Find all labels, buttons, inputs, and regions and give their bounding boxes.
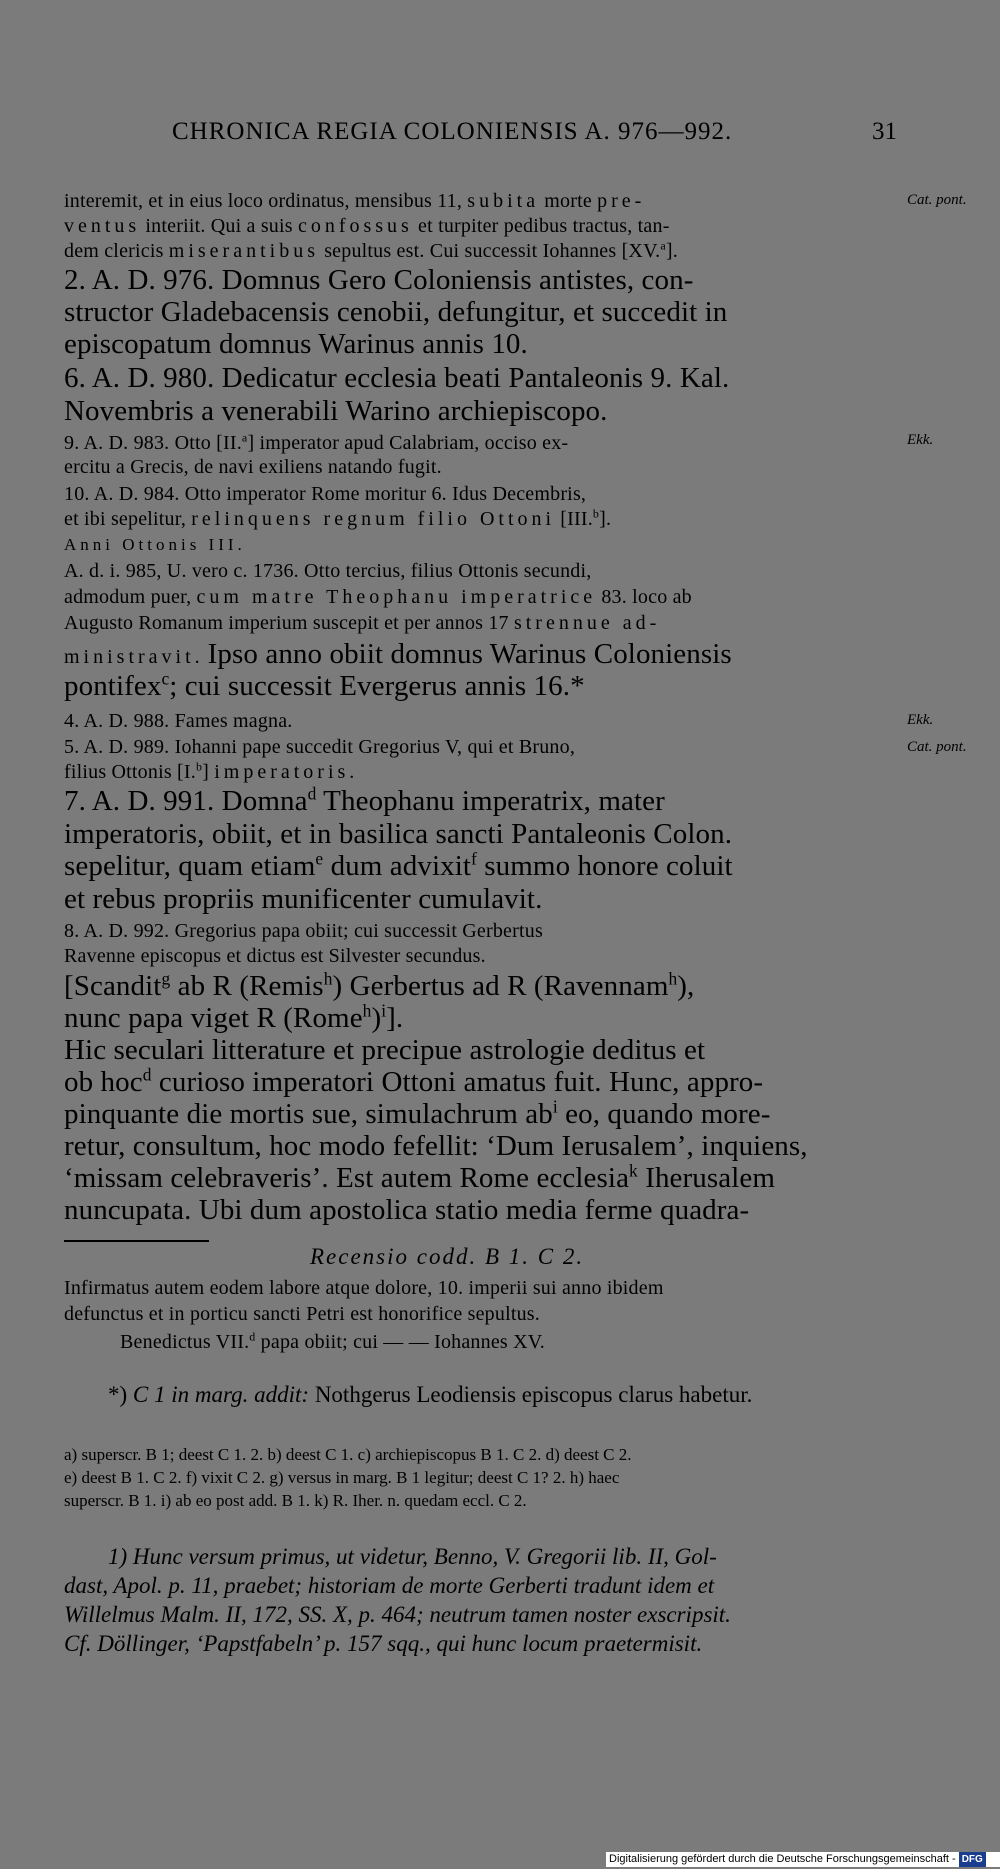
text-line: imperatoris, obiit, et in basilica sancti Pantaleonis Colon. [64, 818, 733, 850]
recension-line: Benedictus VII.$^d$ papa obiit; cui — — Iohannes XV. [120, 1329, 546, 1353]
footnote-line: dast, Apol. p. 11, praebet; historiam de morte Gerberti tradunt idem et [64, 1573, 715, 1598]
text-line: structor Gladebacensis cenobii, defungitur, et succedit in [64, 296, 728, 328]
footnote-line: 1) Hunc versum primus, ut videtur, Benno, V. Gregorii lib. II, Gol- [108, 1544, 717, 1569]
recension-heading: Recensio codd. B 1. C 2. [310, 1244, 585, 1269]
text-line: 5. A. D. 989. Iohanni pape succedit Gregorius V, qui et Bruno, [64, 736, 576, 758]
text-line: nuncupata. Ubi dum apostolica statio media ferme quadra- [64, 1194, 750, 1226]
page-number: 31 [872, 118, 897, 145]
section-heading: Anni Ottonis III. [64, 535, 246, 554]
text-line: Augusto Romanum imperium suscepit et per annos 17 strennue ad- [64, 612, 661, 634]
text-line: 10. A. D. 984. Otto imperator Rome moritur 6. Idus Decembris, [64, 483, 587, 505]
text-line: Hic seculari litterature et precipue astrologie deditus et [64, 1034, 706, 1066]
text-line: episcopatum domnus Warinus annis 10. [64, 328, 528, 360]
text-line: 6. A. D. 980. Dedicatur ecclesia beati Pantaleonis 9. Kal. [64, 362, 730, 394]
text-line: admodum puer, cum matre Theophanu imperatrice 83. loco ab [64, 586, 692, 608]
text-line: 7. A. D. 991. Domna$^d$ Theophanu imperatrix, mater [64, 783, 665, 817]
text-line: filius Ottonis [I.$^b$] imperatoris. [64, 759, 359, 783]
text-line: et rebus propriis munificenter cumulavit. [64, 883, 543, 915]
running-header: CHRONICA REGIA COLONIENSIS A. 976—992. [172, 118, 733, 145]
text-line: 4. A. D. 988. Fames magna. [64, 710, 293, 732]
apparatus-line: a) superscr. B 1; deest C 1. 2. b) deest C 1. c) archiepiscopus B 1. C 2. d) deest C 2. [64, 1445, 632, 1464]
margin-note: Cat. pont. [907, 739, 967, 755]
text-line: 2. A. D. 976. Domnus Gero Coloniensis antistes, con- [64, 264, 694, 296]
text-line: pontifex$^c$; cui successit Evergerus annis 16.* [64, 668, 585, 702]
text-line: ministravit. Ipso anno obiit domnus Warinus Coloniensis [64, 638, 732, 670]
text-line: Ravenne episcopus et dictus est Silvester secundus. [64, 945, 486, 967]
text-line: Novembris a venerabili Warino archiepiscopo. [64, 395, 608, 427]
apparatus-line: superscr. B 1. i) ab eo post add. B 1. k) R. Iher. n. quedam eccl. C 2. [64, 1491, 527, 1510]
text-line: ventus interiit. Qui a suis confossus et turpiter pedibus tractus, tan- [64, 215, 670, 237]
text-line: retur, consultum, hoc modo fefellit: ‘Dum Ierusalem’, inquiens, [64, 1130, 808, 1162]
footnote-rule [64, 1240, 209, 1242]
text-line: 8. A. D. 992. Gregorius papa obiit; cui successit Gerbertus [64, 920, 543, 942]
text-line: [Scandit$^g$ ab R (Remis$^h$) Gerbertus ad R (Ravennam$^h$), [64, 968, 695, 1002]
recension-line: Infirmatus autem eodem labore atque dolore, 10. imperii sui anno ibidem [64, 1277, 664, 1299]
margin-note: Ekk. [907, 712, 934, 728]
footnote-line: Willelmus Malm. II, 172, SS. X, p. 464; neutrum tamen noster exscripsit. [64, 1602, 731, 1627]
dfg-logo: DFG [959, 1852, 986, 1867]
apparatus-line: e) deest B 1. C 2. f) vixit C 2. g) versus in marg. B 1 legitur; deest C 1? 2. h) haec [64, 1468, 620, 1487]
text-line: sepelitur, quam etiam$^e$ dum advixit$^f$ summo honore coluit [64, 848, 733, 882]
text-line: ercitu a Grecis, de navi exiliens natando fugit. [64, 456, 442, 478]
text-line: pinquante die mortis sue, simulachrum $ab^i$ eo, quando more- [64, 1096, 771, 1130]
margin-note: Cat. pont. [907, 192, 967, 208]
digitization-footer: Digitalisierung gefördert durch die Deutsche Forschungsgemeinschaft - DFG [606, 1852, 1000, 1867]
text-line: ‘missam celebraveris’. Est autem Rome ecclesia$^k$ Iherusalem [64, 1160, 776, 1194]
recension-line: defunctus et in porticu sancti Petri est honorifice sepultus. [64, 1303, 540, 1325]
text-line: ob hoc$^d$ curioso imperatori Ottoni amatus fuit. Hunc, appro- [64, 1064, 764, 1098]
star-note: *) C 1 in marg. addit: Nothgerus Leodiensis episcopus clarus habetur. [108, 1382, 753, 1407]
text-line: dem clericis miserantibus sepultus est. Cui successit Iohannes [XV.$^a$]. [64, 238, 678, 262]
text-line: et ibi sepelitur, relinquens regnum filio Ottoni [III.$^b$]. [64, 506, 612, 530]
footnote-line: Cf. Döllinger, ‘Papstfabeln’ p. 157 sqq., qui hunc locum praetermisit. [64, 1631, 703, 1656]
text-line: A. d. i. 985, U. vero c. 1736. Otto tercius, filius Ottonis secundi, [64, 560, 592, 582]
text-line: interemit, et in eius loco ordinatus, mensibus 11, subita morte pre- [64, 190, 646, 212]
text-line: nunc papa viget R (Rome$^h$)$^i$]. [64, 1000, 404, 1034]
margin-note: Ekk. [907, 432, 934, 448]
text-line: 9. A. D. 983. Otto [II.$^a$] imperator apud Calabriam, occiso ex- [64, 430, 569, 454]
